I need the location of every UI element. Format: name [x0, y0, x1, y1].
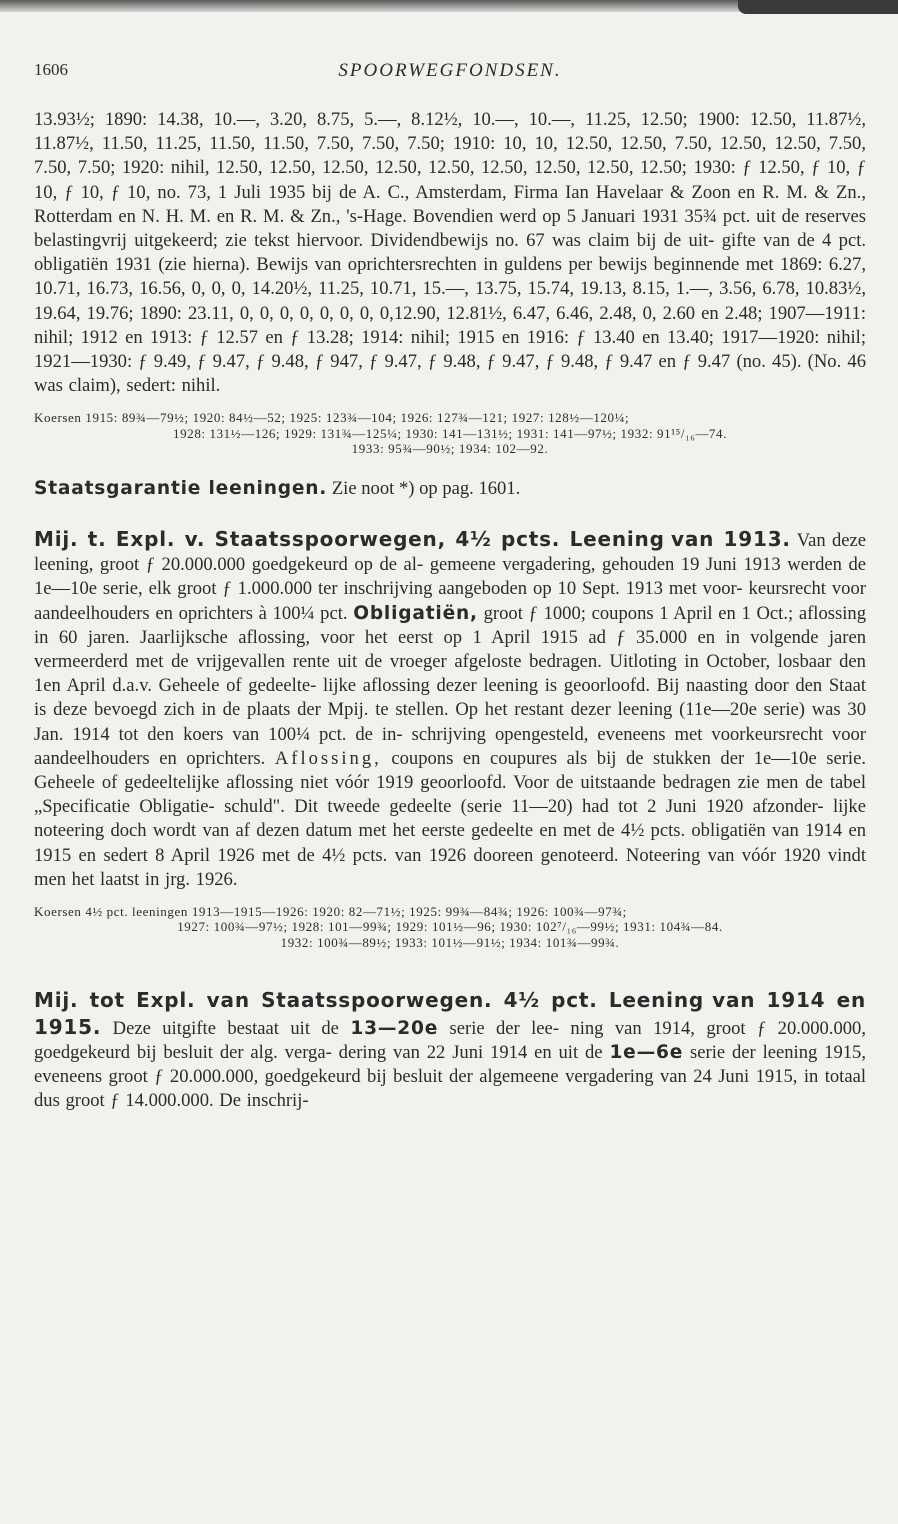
text-line: het laatst in jrg. 1926.: [71, 868, 238, 890]
koersen-block-2: [34, 904, 866, 951]
text-line: schuld". Dit tweede gedeelte (serie 11—20) had tot 2 Juni 1920 afzonder-: [224, 796, 824, 818]
text-line: uitgekeerd; zie tekst hiervoor. Dividendbewijs no. 67 was claim bij de uit-: [134, 230, 715, 252]
text-line: en 2.48; 1907—1911: nihil; 1912 en 1913: ƒ 12.57 en ƒ 13.28; 1914: nihil; 1915: [34, 302, 866, 348]
text-line: gifte van de 4 pct. obligatiën 1931 (zie hierna). Bewijs van oprichtersrechten: [34, 230, 867, 276]
text-line: is deze bevoegd zich in de plaats der Mpij. te stellen. Op het restant dezer: [34, 699, 611, 721]
text-line: groot ƒ 20.000.000, goedgekeurd bij besluit der algemeene vergadering: [108, 1066, 654, 1088]
text-line: ning van 1914, groot ƒ 20.000.000, goedgekeurd bij besluit der alg. verga-: [34, 1017, 866, 1063]
text-line: en oprichters.: [159, 747, 266, 769]
text-line: met de 4½ pcts. obligatiën van 1914 en 1915 en sedert 8 April 1926 met de: [34, 820, 866, 866]
text-line: 4½ pcts. van 1926 dooreen genoteerd. Noteering van vóór 1920 vindt men: [34, 844, 867, 890]
text-line: aflossing, voor het eerst op 1 April 1915 ad ƒ 35.000 en in volgende jaren: [238, 626, 867, 648]
text-line: Voor de uitstaande bedragen zie men de tabel „Specificatie Obligatie-: [34, 771, 866, 818]
text-line: vermeerderd met de vrijgevallen rente uit de vroeger afgeloste bedragen.: [34, 650, 602, 672]
aflossing-label: Aflossing,: [274, 747, 382, 769]
text-line: serie der lee-: [449, 1017, 560, 1039]
text-line: sedert: nihil.: [126, 375, 221, 397]
staatsgarantie-heading: [34, 477, 866, 501]
text-line: groot ƒ 1.000.000 ter inschrijving aangeboden op 10 Sept. 1913 met voor-: [177, 578, 743, 600]
section-1913: [34, 527, 866, 892]
koersen-block-1: [34, 410, 866, 457]
koersen-line: Koersen 1915: 89¾—79½; 1920: 84½—52; 1925: 123¾—104; 1926: 127¾—121; 1927: 128½—120¼;: [34, 410, 630, 426]
section-title: Mij. t. Expl. v. Staatsspoorwegen, 4½ pcts. Leening: [34, 526, 665, 551]
text-line: van 24 Juni 1915, in totaal dus groot ƒ 14.000.000. De inschrij-: [34, 1066, 866, 1112]
text-line: lijke aflossing dezer leening is geoorloofd. Bij naasting door den Staat: [323, 675, 866, 697]
text-line: serie der leening 1915, eveneens: [34, 1041, 867, 1088]
text-line: 13.93½; 1890: 14.38, 10.—, 3.20, 8.75, 5.—, 8.12½, 10.—, 10.—, 11.25, 12.50; 1900:: [34, 109, 740, 130]
series-label: 1e—6e: [609, 1041, 684, 1063]
scan-corner-shadow: [738, 0, 898, 14]
koersen-line: 1927: 100¾—97½; 1928: 101—99¾; 1929: 101½—96; 1930: 102⁷/₁₆—99½; 1931: 104¾—84.: [177, 919, 723, 935]
koersen-line: 1932: 100¾—89½; 1933: 101½—91½; 1934: 101¾—99¾.: [280, 934, 620, 950]
text-line: groot ƒ 1000; coupons 1 April en 1 Oct.; aflossing in 60 jaren. Jaarlijksche: [34, 602, 866, 648]
text-line: en 1916: ƒ 13.40 en 13.40; 1917—1920: nihil; 1921—1930: ƒ 9.49, ƒ 9.47, ƒ 9.48,: [34, 326, 866, 373]
text-line: & Zoon en R. M. & Zn., Rotterdam en N. H. M. en R. M. & Zn., 's-Hage.: [34, 181, 866, 227]
text-line: 12.50, 12.50, 12.50, 12.50, 12.50, 12.50, 12.50; 1930: ƒ 12.50, ƒ 10, ƒ 10, ƒ 10,: [34, 157, 866, 203]
text-line: coupons en coupures als bij de stukken der: [391, 747, 745, 769]
obligatien-label: Obligatiën,: [353, 602, 478, 624]
koersen-line: 1928: 131½—126; 1929: 131¾—125¼; 1930: 141—131½; 1931: 141—97½; 1932: 91¹⁵/₁₆—74.: [173, 425, 727, 441]
intro-paragraph: [34, 108, 866, 398]
text-line: Bovendien werd op 5 Januari 1931 35¾ pct. uit de reserves belastingvrij: [34, 205, 866, 252]
text-line: schrijving opengesteld, eveneens met voorkeursrecht voor aandeelhouders: [34, 723, 866, 769]
running-head: [34, 60, 866, 94]
text-line: Uitloting in October, losbaar den 1en April d.a.v. Geheele of gedeelte-: [34, 650, 866, 697]
text-line: 12.50, 12.50, 7.50, 12.50, 12.50, 7.50, 7.50, 7.50; 1920: nihil, 12.50, 12.50,: [34, 133, 866, 179]
text-line: Deze uitgifte bestaat uit de: [112, 1017, 339, 1039]
text-line: 12.50, 11.87½, 11.87½, 11.50, 11.25, 11.50, 11.50, 7.50, 7.50, 7.50; 1910: 10, 10,: [34, 109, 866, 155]
text-line: Van deze leening, groot ƒ 20.000.000 goedgekeurd op de al-: [34, 529, 867, 576]
series-label: 13—20e: [350, 1017, 439, 1039]
text-line: keursrecht voor aandeelhouders en oprichters à 100¼ pct.: [34, 578, 866, 624]
text-line: lijke noteering doch wordt van af dezen datum met het eerste gedeelte en: [34, 796, 866, 842]
text-line: leening (11e—20e serie) was 30 Jan. 1914 tot den koers van 100¼ pct. de in-: [34, 699, 866, 745]
text-line: ƒ 947, ƒ 9.47, ƒ 9.48, ƒ 9.47, ƒ 9.48, ƒ 9.47 en ƒ 9.47 (no. 45). (No. 46 was claim),: [34, 351, 866, 397]
section-title: Staatsgarantie leeningen.: [34, 477, 328, 499]
section-1914-1915: [34, 988, 866, 1113]
section-title: van 1913.: [671, 526, 791, 551]
text-line: gemeene vergadering, gehouden 19 Juni 1913 werden de 1e—10e serie, elk: [34, 554, 867, 600]
text-line: in guldens per bewijs beginnende met 1869: 6.27, 10.71, 16.73, 16.56, 0, 0, 0,: [34, 254, 867, 300]
koersen-line: Koersen 4½ pct. leeningen 1913—1915—1926: 1920: 82—71½; 1925: 99¾—84¾; 1926: 100¾—97¾;: [34, 903, 627, 919]
text-line: dering van 22 Juni 1914 en uit de: [338, 1041, 603, 1063]
section-title: van 1914 en 1915.: [34, 988, 867, 1039]
section-note: Zie noot *) op pag. 1601.: [331, 477, 521, 499]
page-title: SPOORWEGFONDSEN.: [338, 60, 562, 81]
page-number: 1606: [34, 60, 68, 79]
text-line: 19.76; 1890: 23.11, 0, 0, 0, 0, 0, 0, 0, 0,12.90, 12.81½, 6.47, 6.46, 2.48, 0, 2.60: [86, 302, 696, 324]
section-title: Mij. tot Expl. van Staatsspoorwegen. 4½ pct. Leening: [34, 988, 704, 1013]
koersen-line: 1933: 95¾—90½; 1934: 102—92.: [351, 441, 549, 457]
book-page: [34, 60, 866, 1114]
text-line: 1e—10e serie. Geheele of gedeeltelijke aflossing niet vóór 1919 geoorloofd.: [34, 747, 866, 793]
text-line: ƒ 10, no. 73, 1 Juli 1935 bij de A. C., Amsterdam, Firma Ian Havelaar: [110, 181, 663, 203]
text-line: 14.20½, 11.25, 10.71, 15.—, 13.75, 15.74, 19.13, 8.15, 1.—, 3.56, 6.78, 10.83½, 19.64,: [34, 278, 866, 324]
